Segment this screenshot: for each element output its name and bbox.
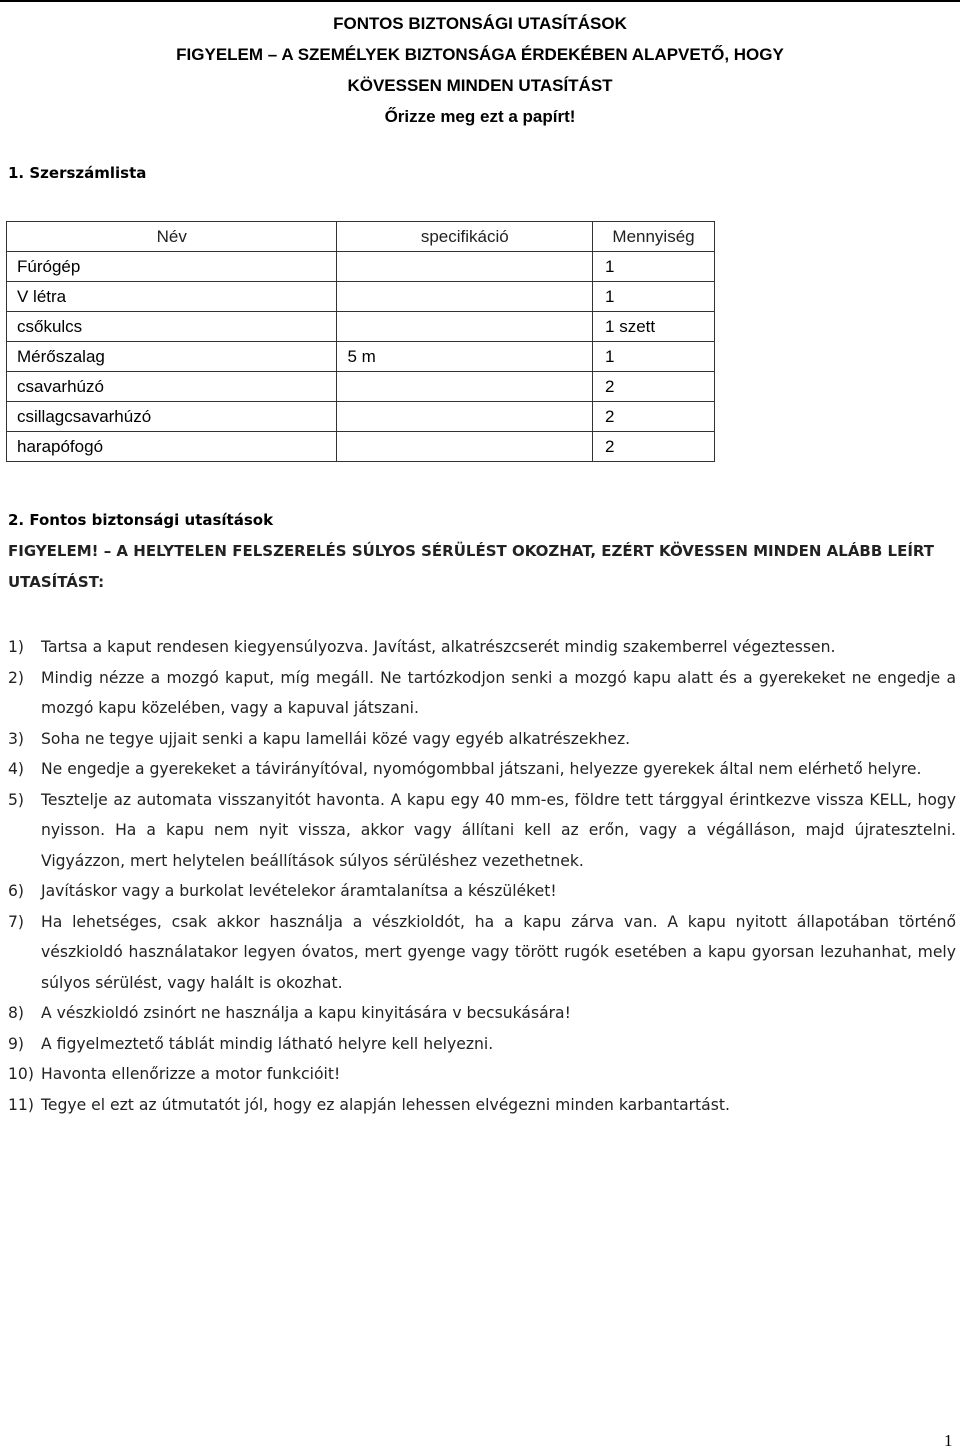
list-item — [8, 876, 956, 907]
header-warning-line-1: FIGYELEM – A SZEMÉLYEK BIZTONSÁGA ÉRDEKÉBEN ALAPVETŐ, HOGY — [176, 45, 784, 64]
list-item-number: 2) — [8, 668, 25, 687]
list-item-text: Ha lehetséges, csak akkor használja a vészkioldót, ha a kapu zárva van. A kapu nyitott állapotában történő vészkioldó használatakor legyen óvatos, mert gyenge vagy törött rugók esetében a kapu gyorsan lezuhanhat, mely súlyos sérülést, vagy halált is okozhat. — [41, 912, 956, 992]
list-item-text: Mindig nézze a mozgó kaput, míg megáll. Ne tartózkodjon senki a mozgó kapu alatt és a gyerekeket ne engedje a mozgó kapu közelében, vagy a kapuval játszani. — [41, 668, 956, 717]
list-item-text: Tartsa a kaput rendesen kiegyensúlyozva. Javítást, alkatrészcserét mindig szakemberrel végeztessen. — [41, 638, 836, 656]
cell-qty: 2 — [593, 372, 715, 402]
list-item — [8, 785, 956, 877]
list-item — [8, 907, 956, 999]
cell-qty: 1 — [593, 342, 715, 372]
list-item-number: 6) — [8, 882, 25, 900]
column-header-qty: Mennyiség — [593, 222, 715, 252]
list-item-text: A figyelmeztető táblát mindig látható helyre kell helyezni. — [41, 1034, 494, 1053]
list-item-number: 5) — [8, 790, 25, 809]
list-item-number: 10) — [8, 1065, 34, 1083]
list-item-text: Havonta ellenőrizze a motor funkcióit! — [41, 1065, 341, 1083]
warning-text: FIGYELEM! – A HELYTELEN FELSZERELÉS SÚLYOS SÉRÜLÉST OKOZHAT, EZÉRT KÖVESSEN MINDEN ALÁBB LEÍRT UTASÍTÁST: — [8, 542, 935, 591]
list-item — [8, 632, 956, 663]
list-item — [8, 754, 956, 785]
list-item-text: Tegye el ezt az útmutatót jól, hogy ez alapján lehessen elvégezni minden karbantartást. — [41, 1095, 730, 1114]
cell-qty: 1 szett — [593, 312, 715, 342]
list-item-number: 8) — [8, 1004, 25, 1022]
document-header — [0, 8, 960, 132]
header-warning-line-2: KÖVESSEN MINDEN UTASÍTÁST — [347, 76, 613, 95]
cell-name: csavarhúzó — [7, 372, 337, 402]
list-item-text: Soha ne tegye ujjait senki a kapu lamellái közé vagy egyéb alkatrészekhez. — [41, 729, 631, 748]
list-item — [8, 663, 956, 724]
cell-qty: 1 — [593, 252, 715, 282]
list-item-text: A vészkioldó zsinórt ne használja a kapu kinyitására v becsukására! — [41, 1004, 571, 1022]
cell-name: csillagcsavarhúzó — [7, 402, 337, 432]
list-item — [8, 1090, 956, 1121]
table-row — [7, 432, 715, 462]
list-item-text: Ne engedje a gyerekeket a távirányítóval, nyomógombbal játszani, helyezze gyerekek által nem elérhető helyre. — [41, 760, 922, 778]
table-row — [7, 372, 715, 402]
list-item — [8, 1029, 956, 1060]
cell-name: Mérőszalag — [7, 342, 337, 372]
header-keep-note: Őrizze meg ezt a papírt! — [384, 107, 576, 126]
table-header-row — [7, 222, 715, 252]
cell-spec — [337, 312, 593, 342]
top-rule — [0, 0, 960, 2]
list-item-number: 4) — [8, 760, 25, 778]
column-header-name: Név — [7, 222, 337, 252]
cell-spec — [337, 432, 593, 462]
list-item-text: Tesztelje az automata visszanyitót havonta. A kapu egy 40 mm-es, földre tett tárggyal érintkezve vissza KELL, hogy nyisson. Ha a kapu nem nyit vissza, akkor vagy állítani kell az erőn, vagy a végálláson, majd újratesztelni. Vigyázzon, mert helytelen beállítások súlyos sérüléshez vezethetnek. — [41, 790, 956, 870]
column-header-spec: specifikáció — [337, 222, 593, 252]
cell-name: V létra — [7, 282, 337, 312]
section-1-title: 1. Szerszámlista — [8, 164, 147, 182]
cell-spec — [337, 402, 593, 432]
list-item-number: 3) — [8, 729, 25, 748]
list-item-number: 9) — [8, 1034, 25, 1053]
list-item — [8, 998, 956, 1029]
list-item-number: 7) — [8, 912, 25, 931]
tool-list-table — [6, 221, 715, 462]
cell-spec: 5 m — [337, 342, 593, 372]
cell-name: csőkulcs — [7, 312, 337, 342]
cell-spec — [337, 372, 593, 402]
table-row — [7, 342, 715, 372]
list-item — [8, 724, 956, 755]
cell-name: harapófogó — [7, 432, 337, 462]
cell-name: Fúrógép — [7, 252, 337, 282]
cell-spec — [337, 252, 593, 282]
table-row — [7, 282, 715, 312]
list-item-number: 11) — [8, 1095, 34, 1114]
page-number: 1 — [944, 1431, 953, 1450]
cell-spec — [337, 282, 593, 312]
table-row — [7, 312, 715, 342]
cell-qty: 1 — [593, 282, 715, 312]
cell-qty: 2 — [593, 402, 715, 432]
list-item — [8, 1059, 956, 1090]
cell-qty: 2 — [593, 432, 715, 462]
list-item-text: Javításkor vagy a burkolat levételekor áramtalanítsa a készüléket! — [41, 882, 557, 900]
list-item-number: 1) — [8, 638, 25, 656]
safety-instructions-list — [8, 632, 956, 1120]
header-title: FONTOS BIZTONSÁGI UTASÍTÁSOK — [333, 14, 627, 33]
table-row — [7, 402, 715, 432]
table-row — [7, 252, 715, 282]
section-2-title: 2. Fontos biztonsági utasítások — [8, 511, 274, 529]
